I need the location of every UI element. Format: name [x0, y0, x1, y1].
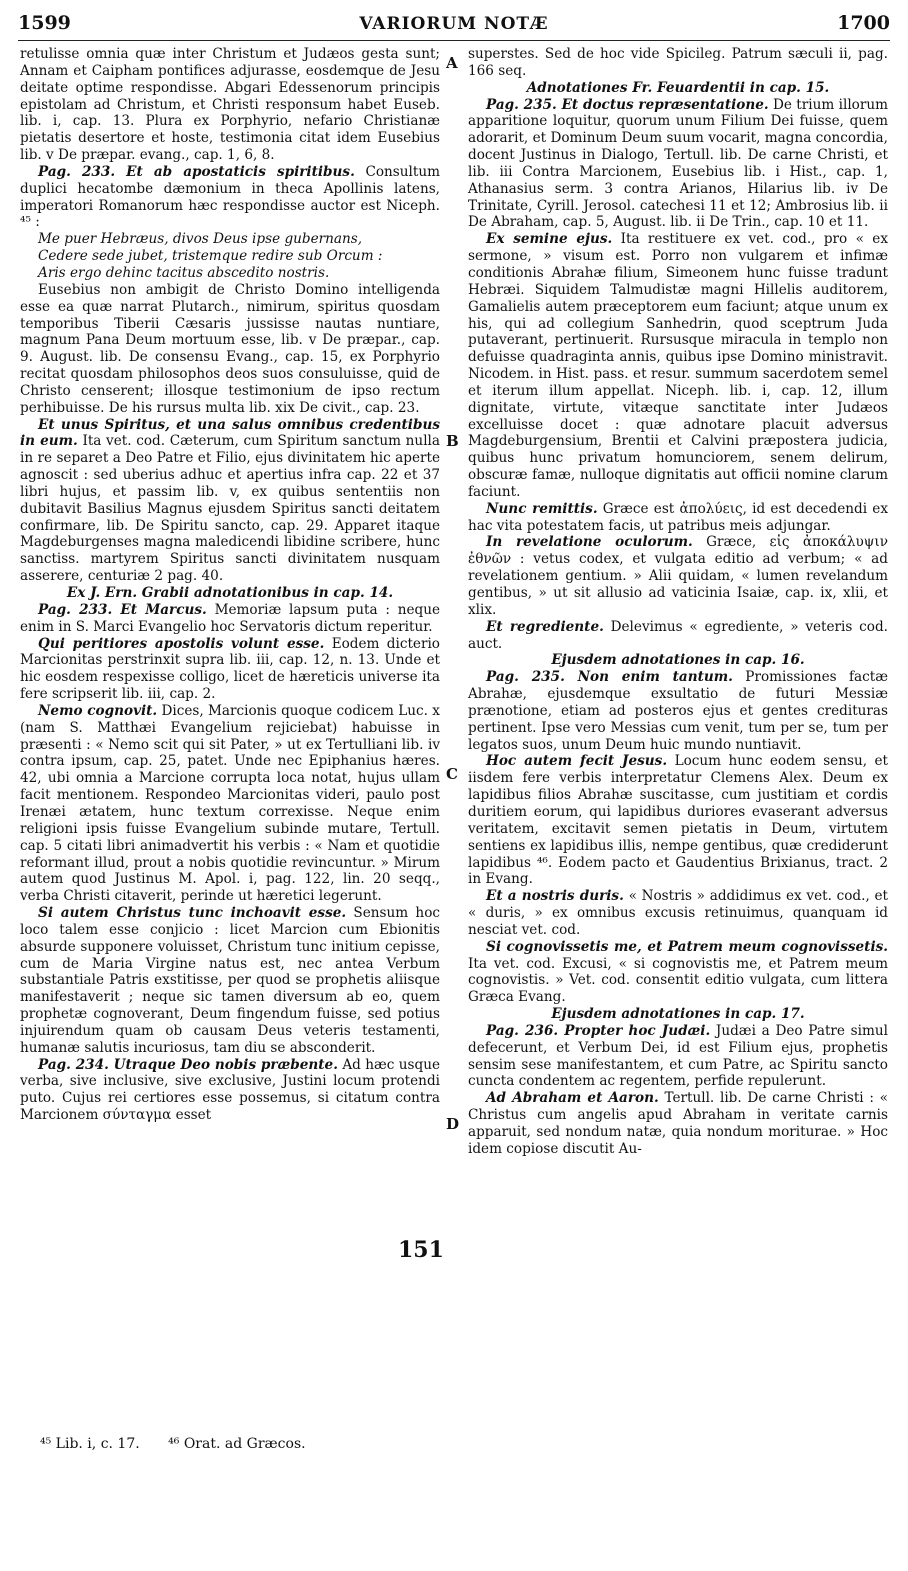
- running-header: [18, 10, 890, 41]
- lemma: Pag. 233. Et ab apostaticis spiritibus.: [38, 163, 355, 180]
- note-text: Promissiones factæ Abrahæ, ejusdemque exsultatio de futuri Messiæ prænotione, etiam ad posteros ejus et gentes credituras pertinent. Ipse vero Messias cum venit, tum per se, tum per legatos suos, unum Deum huic mundo nuntiavit.: [468, 669, 888, 753]
- lemma: Et unus Spiritus, et una salus omnibus credentibus in eum.: [20, 416, 440, 450]
- note-text: Sensum hoc loco talem esse conjicio : licet Marcion cum Ebionitis absurde supponere voluisset, Christum tunc initium cepisse, cum de Maria Virgine natus est, nec antea Verbum substantiale Patris exstitisse, per quod se prophetis aliisque manifestaverit ; neque sic tamen diversum ab eo, quem prophetæ cognoverant, Deum fingendum fuisse, sed potius injuirendum quam ob causam Deus veteris testamenti, humanæ salutis incuriosus, tam diu se absconderit.: [20, 905, 440, 1056]
- note-text: Ita vet. cod. Cæterum, cum Spiritum sanctum nulla in re separet a Deo Patre et Filio, ejus divinitatem hic aperte agnoscit : sed uberius adhuc et apertius infra cap. 22 et 37 libri hujus, et passim lib. v, ex quibus sententiis non dubitavit Basilius Magnus ejusdem Spiritus sancti deitatem confirmare, lib. De Spiritu sancto, cap. 29. Apparet itaque Magdeburgenses magna maledicendi libidine scribere, hunc sanctiss. martyrem Spiritus sancti divinitatem nusquam asserere, centuriæ 2 pag. 40.: [20, 433, 440, 585]
- note-text: De trium illorum apparitione loquitur, quorum unum Filium Dei fuisse, quem adorarit, et Dominum Deum suum vocarit, magna concordia, docent Justinus in Dialogo, Tertull. lib. De carne Christi, et lib. iii Contra Marcionem, Eusebius lib. i Hist., cap. 1, Athanasius serm. 3 contra Arianos, Hilarius lib. iv De Trinitate, Cyrill. Jerosol. catechesi 11 et 12; Ambrosius lib. ii De Abraham, cap. 5, August. lib. ii De Trin., cap. 10 et 11.: [468, 96, 888, 231]
- right-column: [468, 46, 888, 1158]
- lemma: Qui peritiores apostolis volunt esse.: [38, 635, 325, 652]
- paragraph: [468, 753, 888, 888]
- lemma: Ad Abraham et Aaron.: [486, 1090, 659, 1107]
- lemma: In revelatione oculorum.: [486, 534, 693, 551]
- footnotes: [40, 1436, 330, 1452]
- lemma: Pag. 234. Utraque Deo nobis præbente.: [38, 1056, 338, 1073]
- column-number-151: 151: [398, 1237, 444, 1263]
- note-text: Consultum duplici hecatombe dæmonium in theca Apollinis latens, imperatori Romanorum hæc respondisse auctor est Niceph. ⁴⁵ :: [20, 163, 440, 231]
- note-text: Græce, εἰς ἀποκάλυψιν ἐθνῶν : vetus codex, et vulgata editio ad verbum; « ad revelationem gentium. » Alii quidam, « lumen revelandum gentibus, » ut sit allusio ad vaticinia Isaiæ, cap. ix, xlii, et xlix.: [468, 534, 888, 618]
- note-text: Delevimus « egrediente, » veteris cod. auct.: [468, 618, 888, 652]
- paragraph: retulisse omnia quæ inter Christum et Judæos gesta sunt; Annam et Caipham pontifices adjurasse, eosdemque de Jesu deitate optime respondisse. Abgari Edessenorum principis epistolam ad Christum, et Christi responsum habet Euseb. lib. i, cap. 13. Plura ex Porphyrio, nefario Christianæ pietatis desertore et hoste, testimonia citat idem Eusebius lib. v De præpar. evang., cap. 1, 6, 8.: [20, 46, 440, 164]
- paragraph: [468, 1023, 888, 1090]
- paragraph: [468, 501, 888, 535]
- margin-mark-b: B: [446, 432, 459, 450]
- paragraph: superstes. Sed de hoc vide Spicileg. Patrum sæculi ii, pag. 166 seq.: [468, 46, 888, 79]
- lemma: Pag. 235. Et doctus repræsentatione.: [486, 96, 769, 113]
- lemma: Nunc remittis.: [486, 500, 598, 517]
- paragraph: [468, 888, 888, 939]
- lemma: Nemo cognovit.: [38, 702, 158, 719]
- lemma: Pag. 233. Et Marcus.: [38, 601, 207, 618]
- page-number-left: 1599: [18, 12, 71, 34]
- section-heading: Ex J. Ern. Grabii adnotationibus in cap. 14.: [66, 585, 394, 601]
- paragraph: [468, 231, 888, 501]
- note-text: Græce est ἀπολύεις, id est decedendi ex hac vita potestatem facis, ut patribus meis adjungar.: [468, 500, 888, 534]
- note-text: Locum hunc eodem sensu, et iisdem fere verbis interpretatur Clemens Alex. Deum ex lapidibus filios Abrahæ suscitasse, cum justitiam et cordis duritiem eorum, qui lapidibus duriores evaserant adversus veritatem, excitavit semen pietatis in Deum, virtutem sentiens ex lapidibus illis, nempe gentibus, quæ crediderunt lapidibus ⁴⁶. Eodem pacto et Gaudentius Brixianus, tract. 2 in Evang.: [468, 753, 889, 888]
- lemma: Ex semine ejus.: [486, 231, 613, 248]
- paragraph: [468, 534, 888, 618]
- note-text: Ad hæc usque verba, sive inclusive, sive exclusive, Justini locum protendi puto. Cujus rei certiores esse possemus, si citatum contra Marcionem σύνταγμα esset: [20, 1056, 440, 1124]
- paragraph: [468, 1090, 888, 1157]
- note-text: « Nostris » addidimus ex vet. cod., et « duris, » ex omnibus excusis retinuimus, quanquam id nesciat vet. cod.: [468, 888, 889, 938]
- lemma: Pag. 235. Non enim tantum.: [486, 669, 733, 686]
- footnote-46: ⁴⁶ Orat. ad Græcos.: [168, 1436, 306, 1452]
- paragraph: [20, 703, 440, 905]
- paragraph: Eusebius non ambigit de Christo Domino intelligenda esse ea quæ narrat Plutarch., nimirum, spiritus quosdam temporibus Tiberii Cæsaris jussisse nautas nuntiare, magnum Pana Deum mortuum esse, lib. v De præpar., cap. 9. August. lib. De consensu Evang., cap. 15, ex Porphyrio recitat quosdam philosophos deos suos consuluisse, quid de Christo censerent; illosque testimonium de ipso rectum perhibuisse. De his rursus multa lib. xix De civit., cap. 23.: [20, 281, 440, 416]
- note-text: Judæi a Deo Patre simul defecerunt, et Verbum Dei, id est Filium ejus, prophetis sensim sese manifestantem, et cum Patre, ac Spiritu sancto cuncta condentem ac regentem, perfide repulerunt.: [468, 1022, 888, 1090]
- paragraph: [20, 164, 440, 231]
- paragraph: [468, 619, 888, 653]
- running-title: VARIORUM NOTÆ: [359, 14, 549, 34]
- note-text: Memoriæ lapsum puta : neque enim in S. Marci Evangelio hoc Servatoris dictum reperitur.: [20, 601, 440, 635]
- verse-line: Aris ergo dehinc tacitus abscedito nostris.: [38, 264, 330, 281]
- verse-line: Cedere sede jubet, tristemque redire sub Orcum :: [38, 248, 383, 265]
- lemma: Si cognovissetis me, et Patrem meum cognovissetis.: [486, 938, 888, 955]
- section-heading: Ejusdem adnotationes in cap. 16.: [551, 652, 805, 669]
- note-text: Ita restituere ex vet. cod., pro « ex sermone, » visum est. Porro non vulgarem et infimæ conditionis Abrahæ filium, Simeonem hunc fuisse tradunt Hebræi. Siquidem Talmudistæ magni Hillelis auditorem, Gamalielis autem præceptorem eum faciunt; atque unum ex his, qui ad collegium Sanhedrin, quod sceptrum Juda putaverant, pertinuerit. Rursusque miracula in templo non defuisse quadraginta annis, quibus ipse Domino ministravit. Nicodem. in Hist. pass. et resur. summum sacerdotem semel et iterum illum appellat. Niceph. lib. i, cap. 12, illum dignitate, virtute, vitæque sanctitate inter Judæos excelluisse docet : quæ adnotare placuit adversus Magdeburgensium, Brentii et Calvini præpostera judicia, quibus hunc privatum homunciorem, senem delirum, obscuræ famæ, nulloque dignitatis aut officii nomine clarum faciunt.: [468, 231, 888, 500]
- note-text: Eodem dicterio Marcionitas perstrinxit supra lib. iii, cap. 12, n. 13. Unde et hic eosdem respexisse colligo, licet de hæreticis universe ita fere scripserit lib. iii, cap. 2.: [20, 635, 440, 703]
- section-heading: Adnotationes Fr. Feuardentii in cap. 15.: [526, 79, 830, 96]
- paragraph: [468, 669, 888, 753]
- paragraph: [20, 602, 440, 636]
- margin-mark-a: A: [446, 54, 458, 72]
- left-column: [20, 46, 440, 1124]
- lemma: Pag. 236. Propter hoc Judæi.: [486, 1022, 711, 1039]
- section-heading: Ejusdem adnotationes in cap. 17.: [551, 1006, 805, 1023]
- paragraph: [20, 417, 440, 585]
- note-text: Dices, Marcionis quoque codicem Luc. x (nam S. Matthæi Evangelium rejiciebat) habuisse in præsenti : « Nemo scit qui sit Pater, » ut ex Tertulliani lib. iv contra ipsum, cap. 25, patet. Unde nec Epiphanius hæres. 42, ubi omnia a Marcione corrupta loca notat, hujus ullam facit mentionem. Respondeo Marcionitas videri, paulo post Irenæi ætatem, hunc textum correxisse. Neque enim religioni ipsis fuisse Evangelium subinde mutare, Tertull. cap. 5 citati libri animadvertit his verbis : « Nam et quotidie reformant illud, prout a nobis quotidie revincuntur. » Mirum autem quod Justinus M. Apol. i, pag. 122, lin. 20 seqq., verba Christi citaverit, perinde ut hæretici legerunt.: [20, 702, 440, 905]
- paragraph: [20, 905, 440, 1057]
- lemma: Hoc autem fecit Jesus.: [486, 753, 668, 770]
- paragraph: [468, 97, 888, 232]
- margin-mark-c: C: [446, 765, 458, 783]
- note-text: Ita vet. cod. Excusi, « si cognovistis me, et Patrem meum cognovistis. » Vet. cod. consentit editio vulgata, cum littera Græca Evang.: [468, 955, 888, 1006]
- lemma: Et regrediente.: [486, 618, 604, 635]
- page-number-right: 1700: [837, 12, 890, 34]
- margin-mark-d: D: [446, 1115, 460, 1133]
- lemma: Si autem Christus tunc inchoavit esse.: [38, 905, 347, 922]
- footnote-45: ⁴⁵ Lib. i, c. 17.: [40, 1436, 140, 1452]
- paragraph: [468, 939, 888, 1006]
- verse-line: Me puer Hebræus, divos Deus ipse gubernans,: [38, 231, 363, 248]
- note-text: Tertull. lib. De carne Christi : « Christus cum angelis apud Abraham in veritate carnis apparuit, sed nondum natæ, quia nondum moriturae. » Hoc idem copiose discutit Au-: [468, 1090, 888, 1157]
- paragraph: [20, 636, 440, 703]
- lemma: Et a nostris duris.: [486, 888, 624, 905]
- paragraph: [20, 1057, 440, 1124]
